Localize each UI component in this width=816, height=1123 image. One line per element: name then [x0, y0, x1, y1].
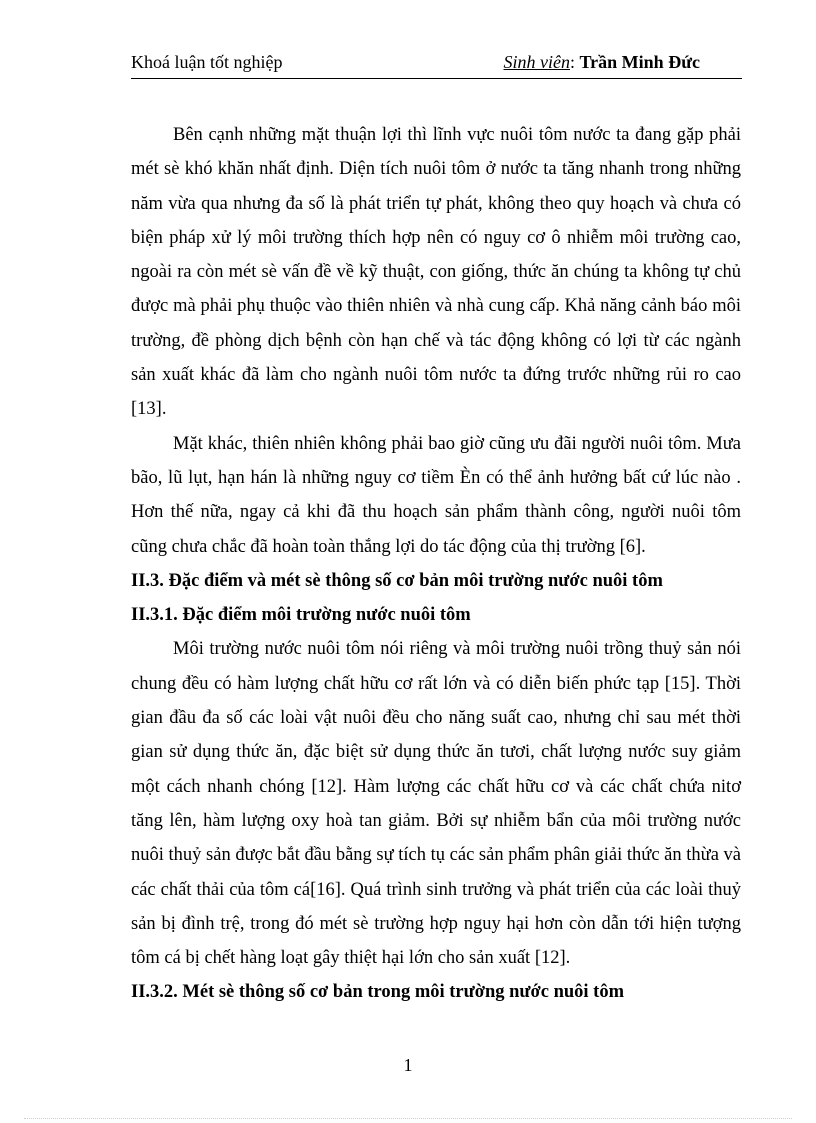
section-heading-2-3-1: II.3.1. Đặc điểm môi trường nước nuôi tôm — [131, 605, 471, 626]
paragraph-nature-risks: Mặt khác, thiên nhiên không phải bao giờ cũng ưu đãi người nuôi tôm. Mưa bão, lũ lụt, hạn hán là những nguy cơ tiềm Èn có thể ảnh hưởng bất cứ lúc nào . Hơn thế nữa, ngay cả khi đã thu hoạch sản phẩm thành công, người nuôi tôm cũng chưa chắc đã hoàn toàn thắng lợi do tác động của thị trường [6]. — [131, 433, 741, 557]
section-heading-2-3: II.3. Đặc điểm và mét sè thông số cơ bản môi trường nước nuôi tôm — [131, 570, 663, 591]
page-header — [131, 50, 742, 79]
header-thesis-label: Khoá luận tốt nghiệp — [131, 52, 283, 72]
section-heading-2-3-2: II.3.2. Mét sè thông số cơ bản trong môi trường nước nuôi tôm — [131, 982, 625, 1003]
paragraph-water-environment: Môi trường nước nuôi tôm nói riêng và môi trường nuôi trồng thuỷ sản nói chung đều có hàm lượng chất hữu cơ rất lớn và có diễn biến phức tạp [15]. Thời gian đầu đa số các loài vật nuôi đều cho năng suất cao, nhưng chỉ sau mét thời gian sử dụng thức ăn, đặc biệt sử dụng thức ăn tươi, chất lượng nước suy giảm một cách nhanh chóng [12]. Hàm lượng các chất hữu cơ và các chất chứa nitơ tăng lên, hàm lượng oxy hoà tan giảm. Bởi sự nhiễm bẩn của môi trường nước nuôi thuỷ sản được bắt đầu bằng sự tích tụ các sản phẩm phân giải thức ăn thừa và các chất thải của tôm cá[16]. Quá trình sinh trưởng và phát triển của các loài thuỷ sản bị đình trệ, trong đó mét sè trường hợp nguy hại hơn còn dẫn tới hiện tượng tôm cá bị chết hàng loạt gây thiệt hại lớn cho sản xuất [12]. — [131, 639, 741, 969]
header-author — [504, 52, 700, 73]
paragraph-advantages-challenges: Bên cạnh những mặt thuận lợi thì lĩnh vực nuôi tôm nước ta đang gặp phải mét sè khó khăn nhất định. Diện tích nuôi tôm ở nước ta tăng nhanh trong những năm vừa qua nhưng đa số là phát triển tự phát, không theo quy hoạch và chưa có biện pháp xử lý môi trường thích hợp nên có nguy cơ ô nhiễm môi trường cao, ngoài ra còn mét sè vấn đề về kỹ thuật, con giống, thức ăn chúng ta không tự chủ được mà phải phụ thuộc vào thiên nhiên và nhà cung cấp. Khả năng cảnh báo môi trường, đề phòng dịch bệnh còn hạn chế và tác động không có lợi từ các ngành sản xuất khác đã làm cho ngành nuôi tôm nước ta đứng trước những rủi ro cao [13]. — [131, 125, 741, 420]
header-separator: : — [570, 52, 580, 72]
document-body — [131, 118, 741, 1010]
page-bottom-divider — [24, 1118, 792, 1119]
header-role-label: Sinh viên — [503, 52, 570, 72]
page-number: 1 — [403, 1055, 413, 1075]
header-author-name: Trần Minh Đức — [579, 52, 700, 72]
